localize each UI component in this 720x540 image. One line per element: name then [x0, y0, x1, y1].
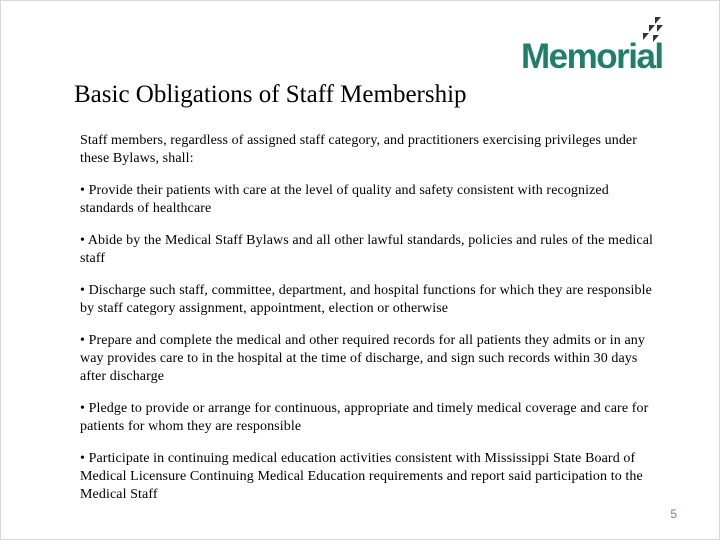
slide-title: Basic Obligations of Staff Membership — [74, 81, 467, 108]
bullet-item: • Discharge such staff, committee, department, and hospital functions for which they are responsible by staff category assignment, appointment, election or otherwise — [80, 283, 652, 316]
bullet-item: • Participate in continuing medical education activities consistent with Mississippi State Board of Medical Licensure Continuing Medical Education requirements and report said participation to the Medical Staff — [80, 451, 643, 502]
intro-text: Staff members, regardless of assigned staff category, and practitioners exercising privileges under these Bylaws, shall: — [80, 133, 638, 166]
bullet-item: • Pledge to provide or arrange for continuous, appropriate and timely medical coverage and care for patients for whom they are responsible — [80, 401, 649, 434]
bullet-item: • Provide their patients with care at the level of quality and safety consistent with recognized standards of healthcare — [80, 183, 609, 216]
memorial-logo — [521, 17, 691, 75]
slide-body — [80, 132, 660, 518]
bullet-item: • Abide by the Medical Staff Bylaws and all other lawful standards, policies and rules of the medical staff — [80, 233, 654, 266]
page-number: 5 — [670, 507, 677, 521]
bullet-item: • Prepare and complete the medical and other required records for all patients they admits or in any way provides care to in the hospital at the time of discharge, and sign such records within 30 days after discharge — [80, 333, 645, 384]
logo-wordmark: Memorial — [521, 37, 663, 76]
